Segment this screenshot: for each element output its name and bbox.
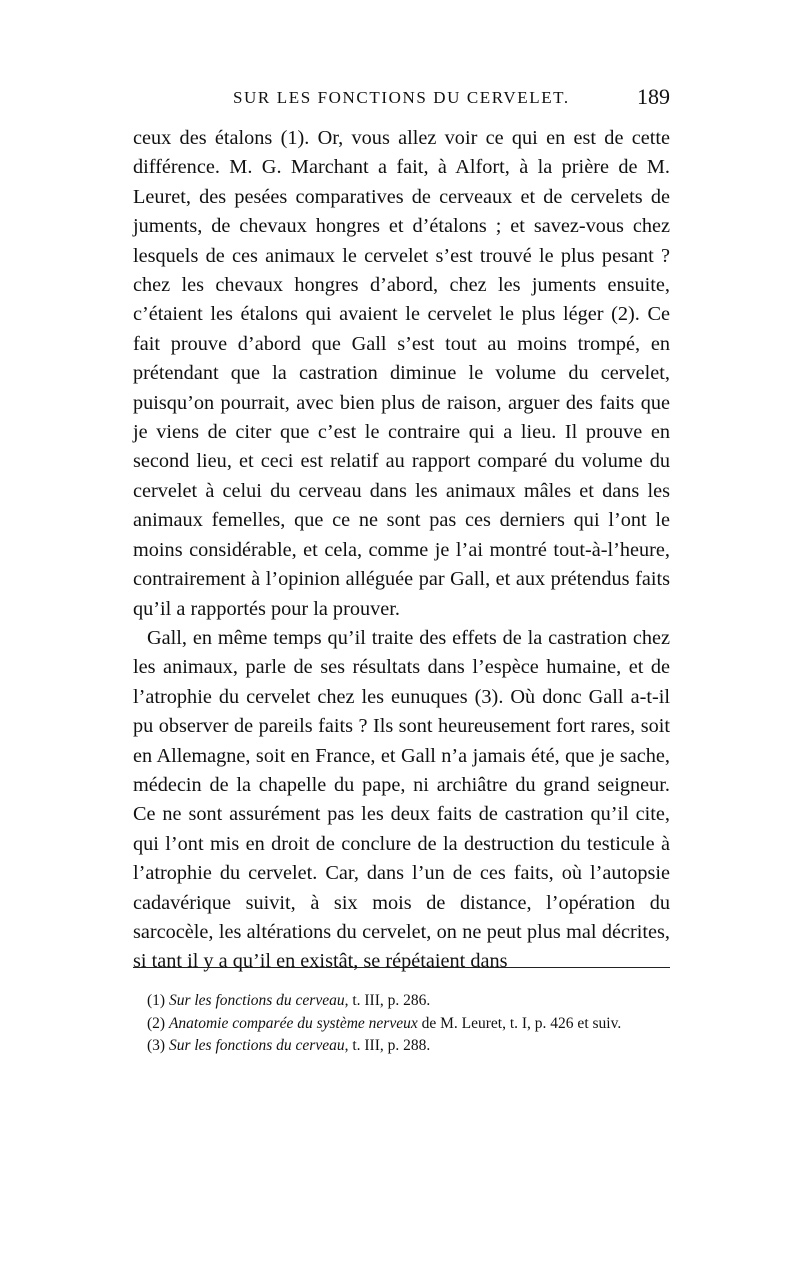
running-title: SUR LES FONCTIONS DU CERVELET. [233, 88, 570, 107]
footnote-work-title: Sur les fonctions du cerveau [168, 992, 345, 1009]
page-number: 189 [637, 84, 670, 109]
footnote-marker: (1) [147, 992, 166, 1009]
paragraph-continuation: ceux des étalons (1). Or, vous allez voir ce qui en est de cette différence. M. G. Marchant a fait, à Alfort, à la prière de M. Leuret, des pesées comparatives de cerveaux et de cervelets de juments, de chevaux hongres et d’étalons ; et savez-vous chez lesquels de ces animaux le cervelet s’est trouvé le plus pesant ? chez les chevaux hongres d’abord, chez les juments ensuite, c’étaient les étalons qui avaient le cervelet le plus léger (2). Ce fait prouve d’abord que Gall s’est tout au moins trompé, en prétendant que la castration diminue le volume du cervelet, puisqu’on pourrait, avec bien plus de raison, arguer des faits que je viens de citer que c’est le contraire qui a lieu. Il prouve en second lieu, et ceci est relatif au rapport comparé du volume du cervelet à celui du cerveau dans les animaux mâles et dans les animaux femelles, que ce ne sont pas ces derniers qui l’ont le moins considérable, et cela, comme je l’ai montré tout-à-l’heure, contrairement à l’opinion alléguée par Gall, et aux prétendus faits qu’il a rapportés pour la prouver. [133, 127, 670, 620]
footnotes [133, 990, 670, 1058]
footnote-work-title: Sur les fonctions du cerveau [168, 1037, 345, 1054]
footnote-marker: (3) [147, 1037, 166, 1054]
footnote-reference: , t. III, p. 286. [344, 992, 431, 1009]
footnote-2 [133, 1013, 670, 1036]
page-header [133, 84, 670, 118]
footnote-marker: (2) [147, 1014, 166, 1032]
footnote-3 [133, 1035, 670, 1058]
main-text [133, 124, 670, 977]
footnote-1 [133, 990, 670, 1013]
footnote-reference: de M. Leuret, t. I, p. 426 et suiv. [417, 1014, 622, 1032]
footnote-reference: , t. III, p. 288. [344, 1037, 431, 1054]
paragraph-gall-castration: Gall, en même temps qu’il traite des effets de la castration chez les animaux, parle de ses résultats dans l’espèce humaine, et de l’atrophie du cervelet chez les eunuques (3). Où donc Gall a-t-il pu observer de pareils faits ? Ils sont heureusement fort rares, soit en Allemagne, soit en France, et Gall n’a jamais été, que je sache, médecin de la chapelle du pape, ni archiâtre du grand seigneur. Ce ne sont assurément pas les deux faits de castration qu’il cite, qui l’ont mis en droit de conclure de la destruction du testicule à l’atrophie du cervelet. Car, dans l’un de ces faits, où l’autopsie cadavérique suivit, à six mois de distance, l’opération du sarcocèle, les altérations du cervelet, on ne peut plus mal décrites, si tant il y a qu’il en existât, se répétaient dans [133, 626, 670, 973]
footnote-work-title: Anatomie comparée du système nerveux [168, 1014, 418, 1032]
footnote-divider [133, 967, 670, 968]
